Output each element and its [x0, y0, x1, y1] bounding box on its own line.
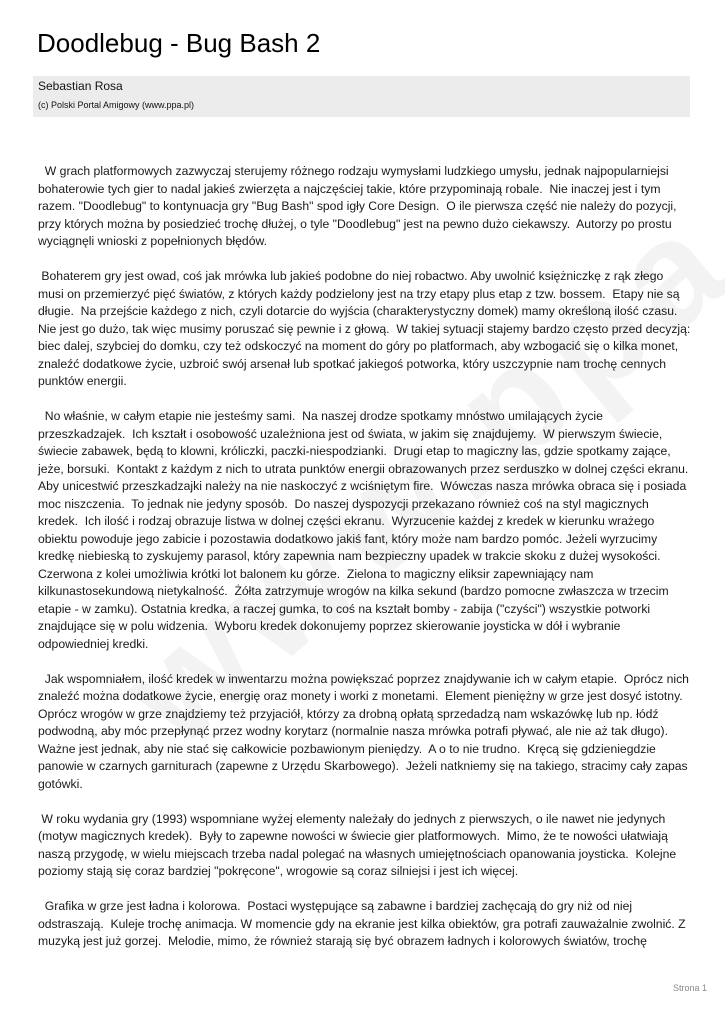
- paragraph-4: Jak wspomniałem, ilość kredek w inwentarzu można powiększać poprzez znajdywanie ich w całym etapie. Oprócz nich znaleźć można dodatkowe życie, energię oraz monety i worki z monetami. Element pieniężny w grze jest dosyć istotny. Oprócz wrogów w grze znajdziemy też przyjaciół, którzy za drobną opłatą sprzedadzą nam wskazówkę lub np. łódź podwodną, aby móc przepłynąć przez wodny korytarz (normalnie nasza mrówka potrafi pływać, ale nie aż tak długo). Ważne jest jednak, aby nie stać się całkowicie pozbawionym pieniędzy. A o to nie trudno. Kręcą się gdzieniegdzie panowie w czarnych garniturach (zapewne z Urzędu Skarbowego). Jeżeli natkniemy się na takiego, stracimy cały zapas gotówki.: [38, 671, 693, 791]
- paragraph-3: No właśnie, w całym etapie nie jesteśmy sami. Na naszej drodze spotkamy mnóstwo umilających życie przeszkadzajek. Ich kształt i osobowość uzależniona jest od świata, w jakim się znajdujemy. W pierwszym świecie, świecie zabawek, będą to klowni, króliczki, paczki-niespodzianki. Drugi etap to magiczny las, gdzie spotkamy zające, jeże, borsuki. Kontakt z każdym z nich to utrata punktów energii obrazowanych przez serduszko w dolnej części ekranu. Aby unicestwić przeszkadzajki należy na nie naskoczyć z wciśniętym fire. Wówczas nasza mrówka obraca się i posiada moc niszczenia. To jednak nie jedyny sposób. Do naszej dyspozycji przekazano również coś na styl magicznych kredek. Ich ilość i rodzaj obrazuje listwa w dolnej części ekranu. Wyrzucenie każdej z kredek w kierunku wrażego obiektu powoduje jego zabicie i pozostawia dodatkowo jakiś fant, który może nam bardzo pomóc. Jeżeli wyrzucimy kredkę niebieską to zyskujemy parasol, który zapewnia nam bezpieczny upadek w trakcie skoku z dużej wysokości. Czerwona z kolei umożliwia krótki lot balonem ku górze. Zielona to magiczny eliksir zapewniający nam kilkunastosekundową nietykalność. Żółta zatrzymuje wrogów na kilka sekund (bardzo pomocne zwłaszcza w trzecim etapie - w zamku). Ostatnia kredka, a raczej gumka, to coś na kształt bomby - zabija ("czyści") wszystkie potworki znajdujące się w polu widzenia. Wyboru kredek dokonujemy poprzez skierowanie joysticka w dół i wybranie odpowiedniej kredki.: [38, 409, 695, 651]
- paragraph-5: W roku wydania gry (1993) wspomniane wyżej elementy należały do jednych z pierwszych, o ile nawet nie jedynych (motyw magicznych kredek). Były to zapewne nowości w świecie gier platformowych. Mimo, że te nowości ułatwiają naszą przygodę, w wielu miejscach trzeba nadal polegać na własnych umiejętnościach opanowania joysticka. Kolejne poziomy stają się coraz bardziej "pokręcone", wrogowie są coraz silniejsi i jest ich więcej.: [38, 811, 680, 878]
- paragraph-2: Bohaterem gry jest owad, coś jak mrówka lub jakieś podobne do niej robactwo. Aby uwolnić księżniczkę z rąk złego musi on przemierzyć pięć światów, z których każdy podzielony jest na trzy etapy plus etap z tzw. bossem. Etapy nie są długie. Na przejście każdego z nich, czyli dotarcie do wyjścia (charakterystyczny domek) mamy określoną ilość czasu. Nie jest go dużo, tak więc musimy poruszać się pewnie i z głową. W takiej sytuacji stajemy bardzo często przed decyzją: biec dalej, szybciej do domku, czy też odskoczyć na moment do góry po platformach, aby wzbogacić się o kilka monet, znaleźć dodatkowe życie, uzbroić swój arsenał lub spotkać jakiegoś potworka, który uszczypnie nam trochę cennych punktów energii.: [38, 269, 698, 388]
- page-title: Doodlebug - Bug Bash 2: [37, 28, 321, 58]
- author-name: Sebastian Rosa: [38, 79, 123, 93]
- copyright-notice: (c) Polski Portal Amigowy (www.ppa.pl): [38, 100, 195, 110]
- article-meta-box: [33, 76, 690, 117]
- page-number: Strona 1: [672, 983, 707, 993]
- article-body: [38, 163, 698, 968]
- paragraph-1: W grach platformowych zazwyczaj sterujemy różnego rodzaju wymysłami ludzkiego umysłu, jednak najpopularniejsi bohaterowie tych gier to nadal jakieś zwierzęta a najczęściej takie, które przypominają robale. Nie inaczej jest i tym razem. "Doodlebug" to kontynuacja gry "Bug Bash" spod igły Core Design. O ile pierwsza część nie należy do pozycji, przy których można by posiedzieć trochę dłużej, o tyle "Doodlebug" jest na pewno dużo ciekawszy. Autorzy po prostu wyciągnęli wnioski z popełnionych błędów.: [38, 164, 680, 248]
- paragraph-6: Grafika w grze jest ładna i kolorowa. Postaci występujące są zabawne i bardziej zachęcają do gry niż od niej odstraszają. Kuleje trochę animacja. W momencie gdy na ekranie jest kilka obiektów, gra potrafi zauważalnie zwolnić. Z muzyką jest już gorzej. Melodie, mimo, że również starają się być obrazem ładnych i kolorowych światów, trochę: [38, 899, 689, 948]
